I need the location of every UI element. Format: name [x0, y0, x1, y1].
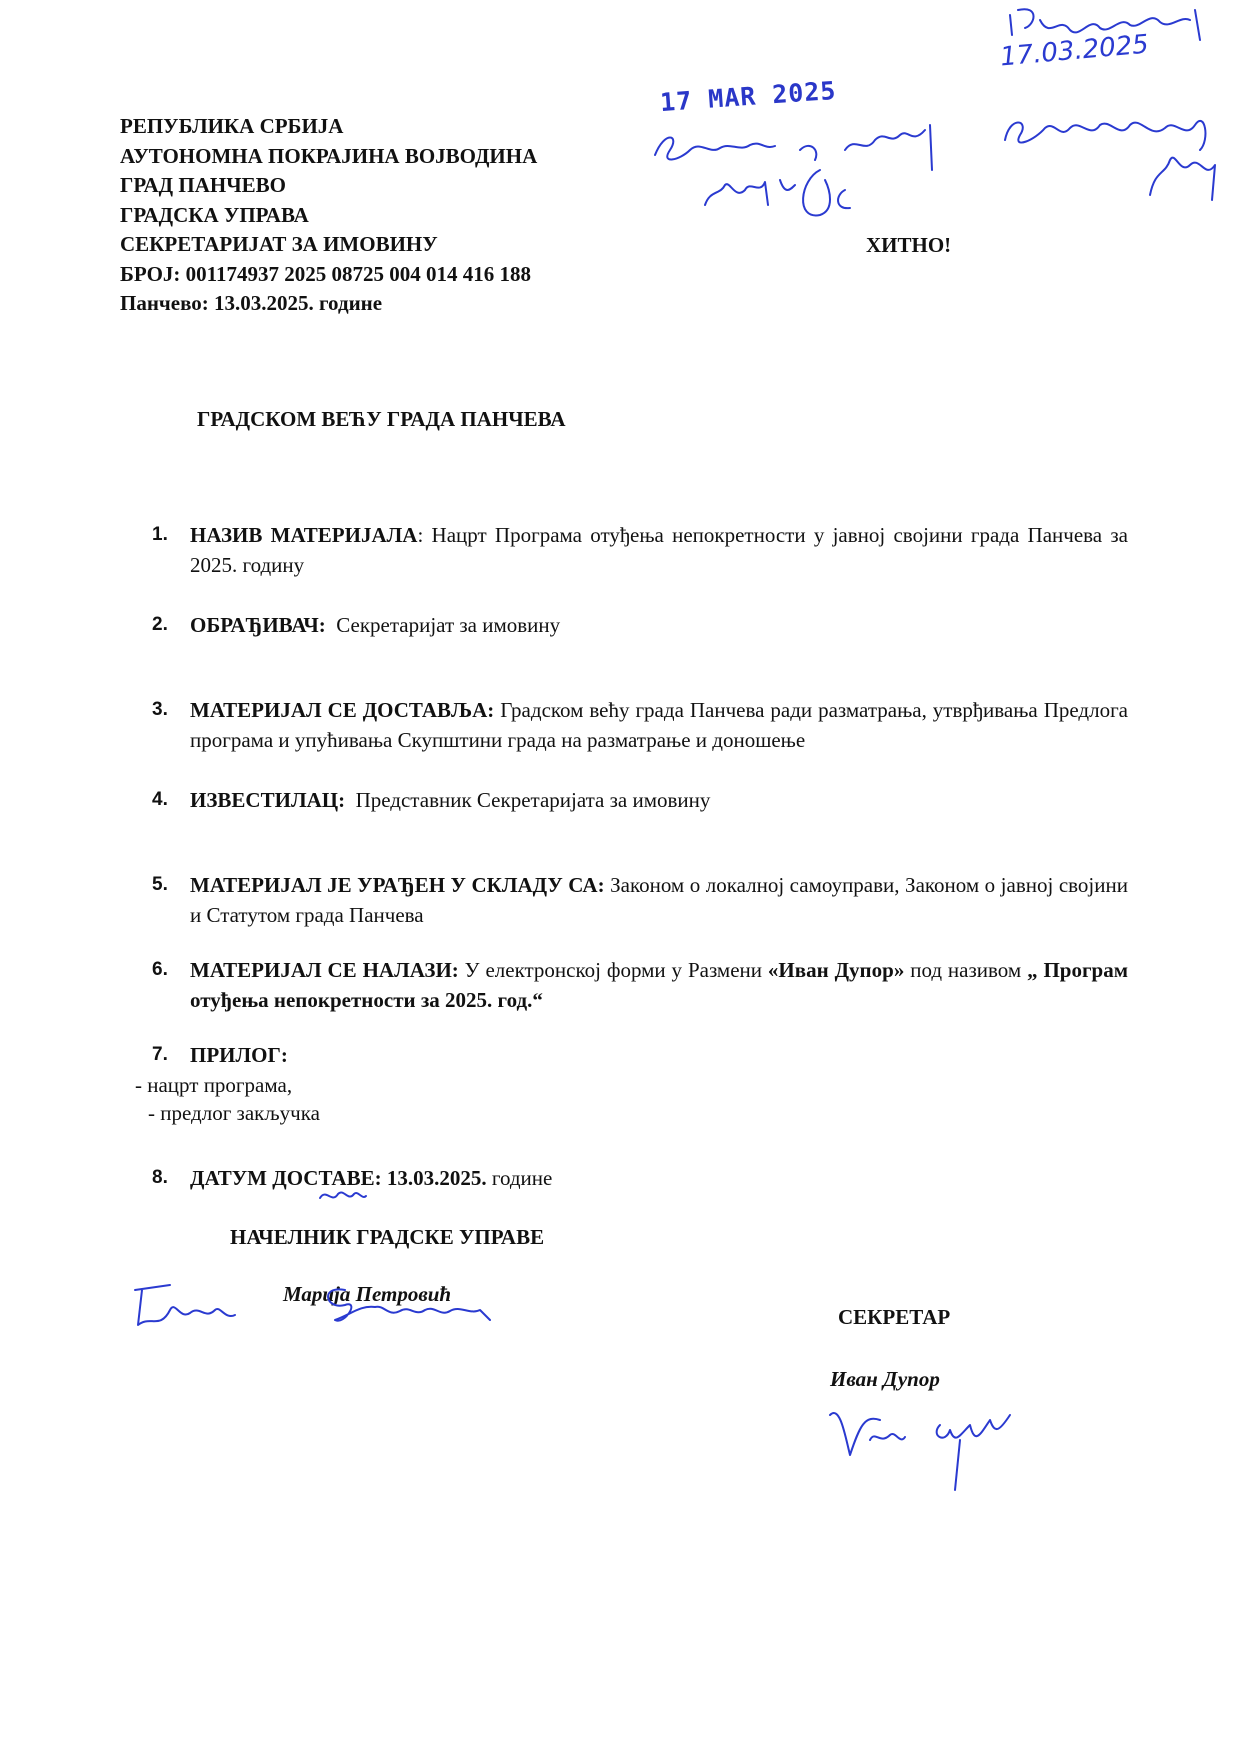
initials-mark — [318, 1186, 368, 1206]
item-text-2: под називом — [904, 958, 1028, 982]
attachment-draft-conclusion: - предлог закључка — [148, 1101, 320, 1125]
item-label: ПРИЛОГ: — [190, 1043, 288, 1067]
attachment-draft-program: - нацрт програма, — [135, 1073, 293, 1097]
received-date-stamp: 17 MAR 2025 — [659, 75, 838, 118]
item-label: ОБРАЂИВАЧ: — [190, 613, 326, 637]
item-reporter — [152, 785, 1128, 815]
item-number: 8. — [152, 1167, 168, 1188]
header-place-date: Панчево: 13.03.2025. године — [120, 291, 383, 315]
item-text: Секретаријат за имовину — [325, 613, 561, 637]
item-number: 7. — [152, 1044, 168, 1065]
right-signature — [820, 1395, 1020, 1495]
item-number: 4. — [152, 789, 168, 810]
item-delivered-to — [152, 695, 1128, 755]
item-delivery-date — [152, 1163, 1128, 1193]
item-legal-basis — [152, 870, 1128, 930]
handwritten-note-right — [1000, 0, 1230, 200]
item-text: : Нацрт Програма отуђења непокретности у јавној својини града Панчева за 2025. годину — [190, 523, 1128, 577]
item-location — [152, 955, 1128, 1015]
item-text: Градском већу града Панчева ради разматрања, утврђивања Предлога програма и упућивања Скупштини града на разматрање и доношење — [190, 698, 1128, 752]
item-exchange-name: «Иван Дупор» — [767, 958, 905, 982]
header-republic: РЕПУБЛИКА СРБИЈА — [120, 114, 344, 138]
item-label: ДАТУМ ДОСТАВЕ: 13.03.2025. — [190, 1166, 487, 1190]
sender-header — [120, 112, 537, 319]
item-text: Законом о локалној самоуправи, Законом о јавној својини и Статутом града Панчева — [190, 873, 1128, 927]
header-secretariat: СЕКРЕТАРИЈАТ ЗА ИМОВИНУ — [120, 232, 438, 256]
recipient-heading: ГРАДСКОМ ВЕЋУ ГРАДА ПАНЧЕВА — [197, 407, 566, 431]
item-number: 2. — [152, 614, 168, 635]
handwritten-note-left — [650, 110, 950, 220]
item-number: 3. — [152, 699, 168, 720]
handwritten-received-date: 17.03.2025 — [998, 29, 1150, 73]
item-text: Представник Секретаријата за имовину — [345, 788, 711, 812]
item-label: МАТЕРИЈАЛ ЈЕ УРАЂЕН У СКЛАДУ СА: — [190, 873, 605, 897]
item-number: 6. — [152, 959, 168, 980]
header-administration: ГРАДСКА УПРАВА — [120, 202, 309, 227]
left-signatory-name: Марија Петровић — [283, 1282, 452, 1306]
item-attachment — [152, 1040, 1128, 1070]
item-material-name — [152, 520, 1128, 580]
right-signatory-name: Иван Дупор — [830, 1367, 940, 1391]
urgent-label: ХИТНО! — [866, 233, 952, 257]
item-number: 1. — [152, 524, 168, 545]
item-document-title: „ Програм отуђења непокретности за 2025. год.“ — [190, 958, 1129, 1012]
header-reference-number: БРОЈ: 001174937 2025 08725 004 014 416 188 — [120, 261, 532, 286]
item-label: ИЗВЕСТИЛАЦ: — [190, 788, 346, 812]
item-text: У електронској форми у Размени — [458, 958, 768, 982]
header-city: ГРАД ПАНЧЕВО — [120, 173, 286, 197]
left-signature — [130, 1275, 530, 1335]
item-label: МАТЕРИЈАЛ СЕ НАЛАЗИ: — [190, 958, 459, 982]
item-text: године — [486, 1166, 553, 1190]
item-number: 5. — [152, 874, 168, 895]
left-signatory-title: НАЧЕЛНИК ГРАДСКЕ УПРАВЕ — [230, 1225, 545, 1249]
item-processor — [152, 610, 1128, 640]
item-label: НАЗИВ МАТЕРИЈАЛА — [190, 523, 418, 547]
item-label: МАТЕРИЈАЛ СЕ ДОСТАВЉА: — [190, 698, 495, 722]
header-province: АУТОНОМНА ПОКРАЈИНА ВОЈВОДИНА — [120, 143, 538, 168]
right-signatory-title: СЕКРЕТАР — [838, 1305, 951, 1329]
